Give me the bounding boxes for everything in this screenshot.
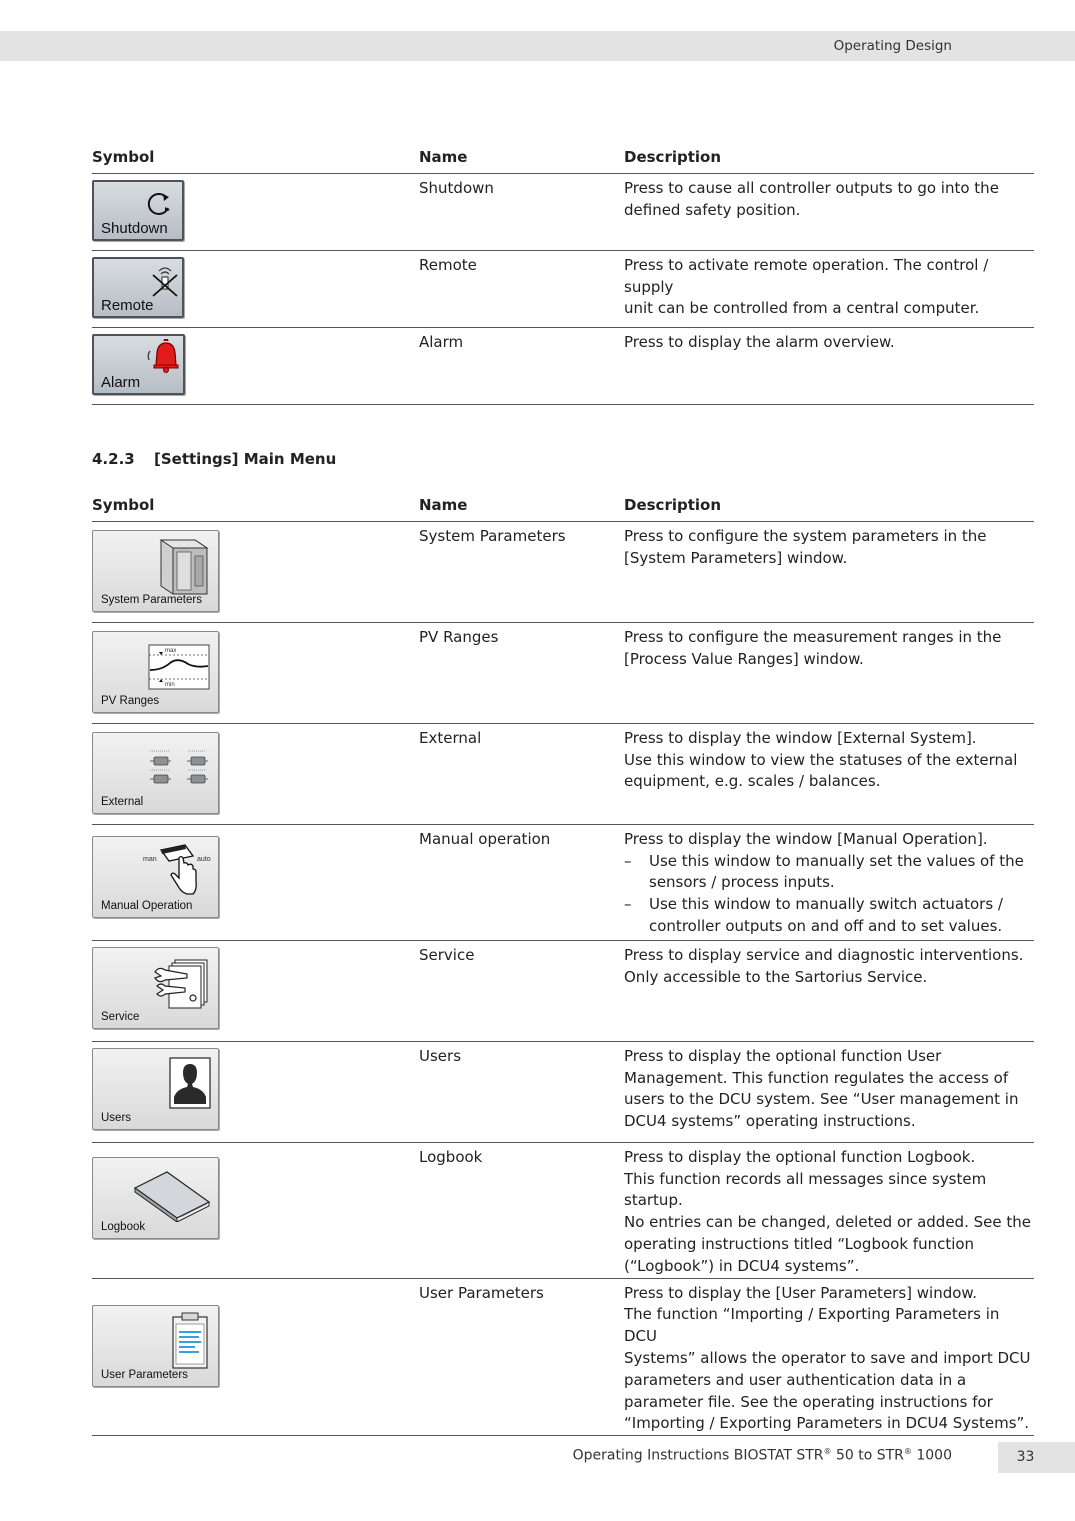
description-line: DCU4 systems” operating instructions.	[624, 1112, 916, 1131]
logbook-button	[92, 1157, 219, 1239]
users-button	[92, 1048, 219, 1130]
description-cell	[624, 1142, 1034, 1278]
description-line: Management. This function regulates the access of	[624, 1068, 1009, 1087]
column-header-description: Description	[624, 495, 1034, 521]
description-line: defined safety position.	[624, 200, 801, 219]
description-line: Press to cause all controller outputs to go into the	[624, 178, 999, 197]
description-line: Press to display the [User Parameters] window.	[624, 1283, 978, 1302]
symbol-cell	[92, 622, 419, 723]
table-row	[92, 1142, 1034, 1278]
table-row	[92, 173, 1034, 250]
table-row	[92, 1041, 1034, 1142]
table-row	[92, 824, 1034, 940]
running-header: Operating Design	[833, 38, 952, 54]
shutdown-button	[92, 180, 184, 241]
description-cell	[624, 173, 1034, 250]
service-wrench-icon	[153, 958, 211, 1010]
description-line: equipment, e.g. scales / balances.	[624, 772, 881, 791]
description-line: users to the DCU system. See “User management in	[624, 1090, 1019, 1109]
footer-text-a: Operating Instructions BIOSTAT STR	[572, 1447, 824, 1464]
clipboard-icon	[171, 1312, 209, 1370]
auto-label: auto	[197, 855, 211, 863]
footer-text-b: 50 to STR	[831, 1447, 904, 1464]
system-parameters-button	[92, 530, 219, 612]
bullet-text: Use this window to manually set the values of the sensors / process inputs.	[649, 851, 1024, 892]
description-line: Press to display the alarm overview.	[624, 332, 895, 351]
footer-text-c: 1000	[911, 1447, 952, 1464]
column-header-description: Description	[624, 147, 1034, 173]
cabinet-icon	[155, 536, 211, 596]
description-cell	[624, 1278, 1034, 1436]
max-label: max	[165, 647, 177, 654]
description-line: Systems” allows the operator to save and import DCU	[624, 1348, 1031, 1367]
min-label: min	[165, 681, 175, 688]
description-line: [System Parameters] window.	[624, 548, 848, 567]
description-cell	[624, 521, 1034, 622]
description-line: “Importing / Exporting Parameters in DCU4 Systems”.	[624, 1414, 1030, 1433]
description-line: [Process Value Ranges] window.	[624, 649, 864, 668]
description-line: unit can be controlled from a central computer.	[624, 299, 980, 318]
description-line: Press to configure the measurement ranges in the	[624, 627, 1002, 646]
button-label: Shutdown	[101, 219, 168, 237]
name-cell: Manual operation	[419, 824, 624, 940]
name-cell: Alarm	[419, 327, 624, 404]
table-row	[92, 250, 1034, 327]
button-label: Alarm	[101, 373, 141, 391]
pv-ranges-button	[92, 631, 219, 713]
table-row	[92, 327, 1034, 404]
external-devices-icon	[148, 748, 212, 788]
table-row	[92, 723, 1034, 824]
logbook-icon	[133, 1166, 213, 1222]
footer-title	[573, 1447, 952, 1464]
remote-button	[92, 257, 184, 318]
description-cell	[624, 1041, 1034, 1142]
toolbar-buttons-table	[92, 147, 1034, 405]
settings-menu-table	[92, 495, 1034, 1436]
page-number-box	[998, 1442, 1075, 1473]
description-line: Press to display the window [Manual Operation].	[624, 829, 988, 848]
alarm-button	[92, 334, 185, 395]
button-label: PV Ranges	[101, 694, 160, 707]
description-cell	[624, 824, 1034, 940]
button-label: Logbook	[101, 1220, 146, 1233]
symbol-cell	[92, 1041, 419, 1142]
button-label: Users	[101, 1111, 132, 1124]
remote-off-icon	[150, 263, 180, 297]
symbol-cell	[92, 250, 419, 327]
name-cell: System Parameters	[419, 521, 624, 622]
man-label: man	[143, 855, 157, 863]
page-number: 33	[1016, 1449, 1035, 1465]
description-line: (“Logbook”) in DCU4 systems”.	[624, 1256, 860, 1275]
table-row	[92, 1278, 1034, 1436]
symbol-cell	[92, 1278, 419, 1436]
button-label: User Parameters	[101, 1368, 188, 1381]
section-heading	[92, 450, 336, 468]
description-cell	[624, 622, 1034, 723]
description-line: parameter file. See the operating instructions for	[624, 1392, 993, 1411]
description-line: The function “Importing / Exporting Parameters in DCU	[624, 1305, 1000, 1346]
section-number: 4.2.3	[92, 450, 135, 468]
symbol-cell	[92, 327, 419, 404]
table-row	[92, 940, 1034, 1041]
manual-switch-hand-icon	[141, 842, 213, 902]
description-line: Press to display the window [External System].	[624, 728, 977, 747]
symbol-cell	[92, 173, 419, 250]
description-line: Press to configure the system parameters in the	[624, 526, 987, 545]
user-silhouette-icon	[169, 1057, 211, 1109]
registered-mark: ®	[823, 1447, 832, 1456]
bullet-item: – Use this window to manually set the values of the sensors / process inputs.	[624, 851, 1024, 892]
description-line: Press to display the optional function Logbook.	[624, 1147, 976, 1166]
name-cell: External	[419, 723, 624, 824]
table-row	[92, 521, 1034, 622]
column-header-name: Name	[419, 495, 624, 521]
column-header-symbol: Symbol	[92, 495, 419, 521]
user-parameters-button	[92, 1305, 219, 1387]
name-cell: Shutdown	[419, 173, 624, 250]
symbol-cell	[92, 723, 419, 824]
description-cell	[624, 940, 1034, 1041]
manual-operation-button	[92, 836, 219, 918]
description-cell	[624, 327, 1034, 404]
button-label: External	[101, 795, 144, 808]
name-cell: Remote	[419, 250, 624, 327]
name-cell: Users	[419, 1041, 624, 1142]
registered-mark: ®	[903, 1447, 912, 1456]
symbol-cell	[92, 824, 419, 940]
service-button	[92, 947, 219, 1029]
alarm-bell-icon	[144, 339, 180, 373]
description-line: No entries can be changed, deleted or added. See the	[624, 1213, 1031, 1232]
name-cell: User Parameters	[419, 1278, 624, 1436]
description-line: parameters and user authentication data in a	[624, 1370, 967, 1389]
bullet-text: Use this window to manually switch actuators / controller outputs on and off and to set values.	[649, 895, 1003, 935]
description-line: Press to activate remote operation. The control / supply	[624, 255, 989, 296]
section-title: [Settings] Main Menu	[154, 450, 337, 468]
symbol-cell	[92, 1142, 419, 1278]
name-cell: PV Ranges	[419, 622, 624, 723]
column-header-symbol: Symbol	[92, 147, 419, 173]
description-line: Press to display the optional function User	[624, 1046, 942, 1065]
shutdown-icon	[144, 188, 174, 218]
external-button	[92, 732, 219, 814]
description-line: Use this window to view the statuses of the external	[624, 750, 1018, 769]
description-cell	[624, 723, 1034, 824]
name-cell: Service	[419, 940, 624, 1041]
bullet-item: – Use this window to manually switch actuators / controller outputs on and off and to set values.	[624, 895, 1003, 935]
button-label: Service	[101, 1010, 140, 1023]
description-line: Press to display service and diagnostic interventions.	[624, 945, 1024, 964]
column-header-name: Name	[419, 147, 624, 173]
range-graph-icon	[148, 644, 210, 690]
table-row	[92, 622, 1034, 723]
symbol-cell	[92, 940, 419, 1041]
description-line: operating instructions titled “Logbook function	[624, 1234, 975, 1253]
description-cell	[624, 250, 1034, 327]
description-line: This function records all messages since system startup.	[624, 1169, 987, 1210]
button-label: Manual Operation	[101, 899, 193, 912]
button-label: Remote	[101, 296, 154, 314]
symbol-cell	[92, 521, 419, 622]
button-label: System Parameters	[101, 593, 202, 606]
name-cell: Logbook	[419, 1142, 624, 1278]
description-line: Only accessible to the Sartorius Service.	[624, 967, 928, 986]
